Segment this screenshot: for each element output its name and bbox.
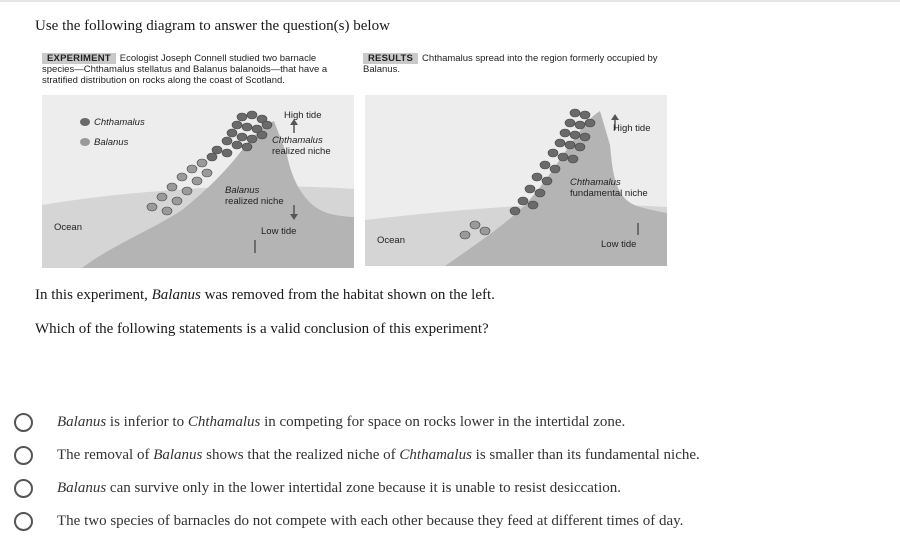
answer-choice-3[interactable]	[14, 472, 874, 505]
right-chthamalus-niche-label: Chthamalus fundamental niche	[570, 177, 648, 199]
barnacle-diagram	[42, 50, 672, 270]
left-low-tide-label: Low tide	[261, 226, 297, 237]
barnacle-shape	[147, 203, 157, 211]
barnacle-shape	[570, 109, 580, 117]
answer-choice-1[interactable]	[14, 406, 874, 439]
barnacle-shape	[575, 121, 585, 129]
left-ocean-label: Ocean	[54, 222, 82, 233]
barnacle-shape	[565, 119, 575, 127]
experiment-caption	[42, 53, 342, 86]
left-chthamalus-niche-label: Chthamalus realized niche	[272, 135, 331, 157]
barnacle-shape	[197, 159, 207, 167]
right-low-tide-label: Low tide	[601, 239, 637, 250]
barnacle-shape	[212, 146, 222, 154]
barnacle-shape	[187, 165, 197, 173]
experiment-text: Ecologist Joseph Connell studied two barnacle species—Chthamalus stellatus and Balanus balanoids—that have a stratified distribution on rocks along the coast of Scotland.	[42, 53, 328, 86]
barnacle-shape	[580, 133, 590, 141]
barnacle-shape	[575, 143, 585, 151]
results-text: Chthamalus spread into the region formerly occupied by Balanus.	[363, 53, 658, 75]
balanus-legend-icon	[80, 138, 90, 146]
barnacle-shape	[542, 177, 552, 185]
barnacle-shape	[480, 227, 490, 235]
barnacle-shape	[548, 149, 558, 157]
experiment-tag: EXPERIMENT	[42, 53, 116, 64]
answer-choice-2[interactable]	[14, 439, 874, 472]
radio-button[interactable]	[14, 446, 33, 465]
barnacle-shape	[192, 177, 202, 185]
question-prompt: Which of the following statements is a valid conclusion of this experiment?	[35, 321, 489, 337]
top-divider	[0, 0, 900, 2]
barnacle-shape	[182, 187, 192, 195]
barnacle-shape	[560, 129, 570, 137]
barnacle-shape	[568, 155, 578, 163]
barnacle-shape	[242, 123, 252, 131]
barnacle-shape	[202, 169, 212, 177]
barnacle-shape	[157, 193, 167, 201]
radio-button[interactable]	[14, 413, 33, 432]
barnacle-shape	[565, 141, 575, 149]
radio-button[interactable]	[14, 512, 33, 531]
answer-choices	[14, 406, 874, 538]
barnacle-shape	[580, 111, 590, 119]
barnacle-shape	[558, 153, 568, 161]
barnacle-shape	[227, 129, 237, 137]
barnacle-shape	[555, 139, 565, 147]
barnacle-shape	[177, 173, 187, 181]
barnacle-shape	[222, 137, 232, 145]
radio-button[interactable]	[14, 479, 33, 498]
barnacle-shape	[532, 173, 542, 181]
barnacle-shape	[540, 161, 550, 169]
results-caption	[363, 53, 663, 75]
choice-text: The removal of Balanus shows that the realized niche of Chthamalus is smaller than its fundamental niche.	[57, 447, 700, 463]
barnacle-shape	[585, 119, 595, 127]
barnacle-shape	[242, 143, 252, 151]
results-tag: RESULTS	[363, 53, 418, 64]
barnacle-shape	[460, 231, 470, 239]
barnacle-shape	[550, 165, 560, 173]
barnacle-shape	[470, 221, 480, 229]
barnacle-shape	[247, 135, 257, 143]
chthamalus-legend-icon	[80, 118, 90, 126]
choice-text: The two species of barnacles do not compete with each other because they feed at different times of day.	[57, 513, 684, 529]
left-high-tide-label: High tide	[284, 110, 322, 121]
barnacle-shape	[167, 183, 177, 191]
barnacle-shape	[257, 131, 267, 139]
barnacle-shape	[232, 141, 242, 149]
barnacle-shape	[237, 113, 247, 121]
barnacle-shape	[525, 185, 535, 193]
barnacle-shape	[222, 149, 232, 157]
barnacle-shape	[247, 111, 257, 119]
choice-text: Balanus is inferior to Chthamalus in competing for space on rocks lower in the intertidal zone.	[57, 414, 626, 430]
barnacle-shape	[172, 197, 182, 205]
barnacle-shape	[510, 207, 520, 215]
left-balanus-niche-label: Balanus realized niche	[225, 185, 284, 207]
barnacle-shape	[232, 121, 242, 129]
barnacle-shape	[162, 207, 172, 215]
answer-choice-4[interactable]	[14, 505, 874, 538]
barnacle-shape	[528, 201, 538, 209]
choice-text: Balanus can survive only in the lower intertidal zone because it is unable to resist desiccation.	[57, 480, 622, 496]
question-context: In this experiment, Balanus was removed from the habitat shown on the left.	[35, 287, 495, 303]
barnacle-shape	[237, 133, 247, 141]
right-high-tide-label: High tide	[613, 123, 651, 134]
legend-chthamalus: Chthamalus	[80, 117, 145, 128]
right-ocean-label: Ocean	[377, 235, 405, 246]
barnacle-shape	[570, 131, 580, 139]
legend-balanus: Balanus	[80, 137, 128, 148]
barnacle-shape	[535, 189, 545, 197]
barnacle-shape	[262, 121, 272, 129]
barnacle-shape	[518, 197, 528, 205]
barnacle-shape	[207, 153, 217, 161]
question-heading: Use the following diagram to answer the question(s) below	[35, 18, 390, 34]
